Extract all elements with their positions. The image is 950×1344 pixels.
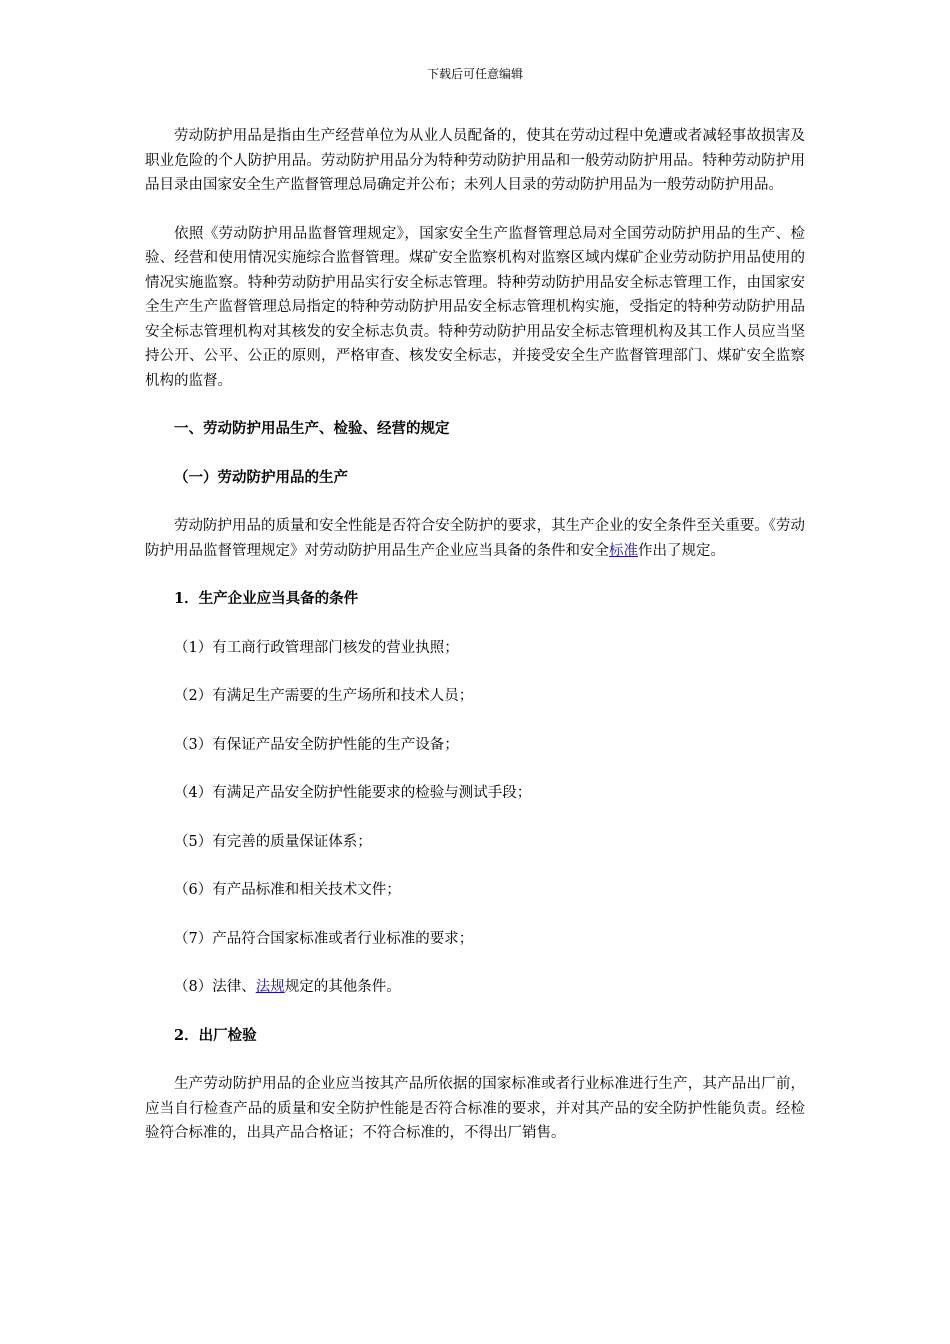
paragraph-definition: 劳动防护用品是指由生产经营单位为从业人员配备的，使其在劳动过程中免遭或者减轻事故损害及职业危险的个人防护用品。劳动防护用品分为特种劳动防护用品和一般劳动防护用品。特种劳动防护用品目录由国家安全生产监督管理总局确定并公布；未列人目录的劳动防护用品为一般劳动防护用品。 (145, 128, 805, 193)
section-heading-1: 一、劳动防护用品生产、检验、经营的规定 (174, 420, 450, 437)
document-body (145, 124, 805, 1170)
condition-text: 规定的其他条件。 (284, 979, 401, 995)
paragraph-text: 劳动防护用品的质量和安全性能是否符合安全防护的要求，其生产企业的安全条件至关重要。《劳动防护用品监督管理规定》对劳动防护用品生产企业应当具备的条件和安全 (145, 518, 805, 559)
regulation-link[interactable]: 法规 (255, 979, 285, 995)
header-note: 下载后可任意编辑 (426, 67, 523, 81)
condition-item: （2）有满足生产需要的生产场所和技术人员； (174, 688, 474, 704)
condition-item: （5）有完善的质量保证体系； (174, 833, 372, 850)
condition-item: （4）有满足产品安全防护性能要求的检验与测试手段； (174, 785, 532, 801)
condition-item: （7）产品符合国家标准或者行业标准的要求； (174, 930, 474, 947)
subsection-heading-production: （一）劳动防护用品的生产 (174, 468, 348, 486)
condition-item: （6）有产品标准和相关技术文件； (174, 882, 401, 898)
paragraph-text: 作出了规定。 (638, 542, 725, 559)
paragraph-regulation: 依照《劳动防护用品监督管理规定》，国家安全生产监督管理总局对全国劳动防护用品的生产、检验、经营和使用情况实施综合监督管理。煤矿安全监察机构对监察区域内煤矿企业劳动防护用品使用的情况实施监察。特种劳动防护用品实行安全标志管理。特种劳动防护用品安全标志管理工作，由国家安全生产生产监督管理总局指定的特种劳动防护用品安全标志管理机构实施，受指定的特种劳动防护用品安全标志管理机构对其核发的安全标志负责。特种劳动防护用品安全标志管理机构及其工作人员应当坚持公开、公平、公正的原则，严格审查、核发安全标志，并接受安全生产监督管理部门、煤矿安全监察机构的监督。 (145, 225, 805, 389)
paragraph-factory-inspection: 生产劳动防护用品的企业应当按其产品所依据的国家标准或者行业标准进行生产，其产品出厂前，应当自行检查产品的质量和安全防护性能是否符合标准的要求，并对其产品的安全防护性能负责。经检验符合标准的，出具产品合格证；不符合标准的，不得出厂销售。 (145, 1076, 805, 1141)
condition-text: （8）法律、 (174, 979, 256, 995)
heading-factory-inspection: 2．出厂检验 (174, 1026, 257, 1044)
heading-enterprise-conditions: 1．生产企业应当具备的条件 (174, 590, 359, 607)
condition-item: （1）有工商行政管理部门核发的营业执照； (174, 639, 459, 656)
condition-item: （3）有保证产品安全防护性能的生产设备； (174, 736, 459, 753)
paragraph-production-requirements (145, 514, 805, 563)
standard-link[interactable]: 标准 (609, 542, 638, 559)
condition-item (145, 975, 805, 1000)
